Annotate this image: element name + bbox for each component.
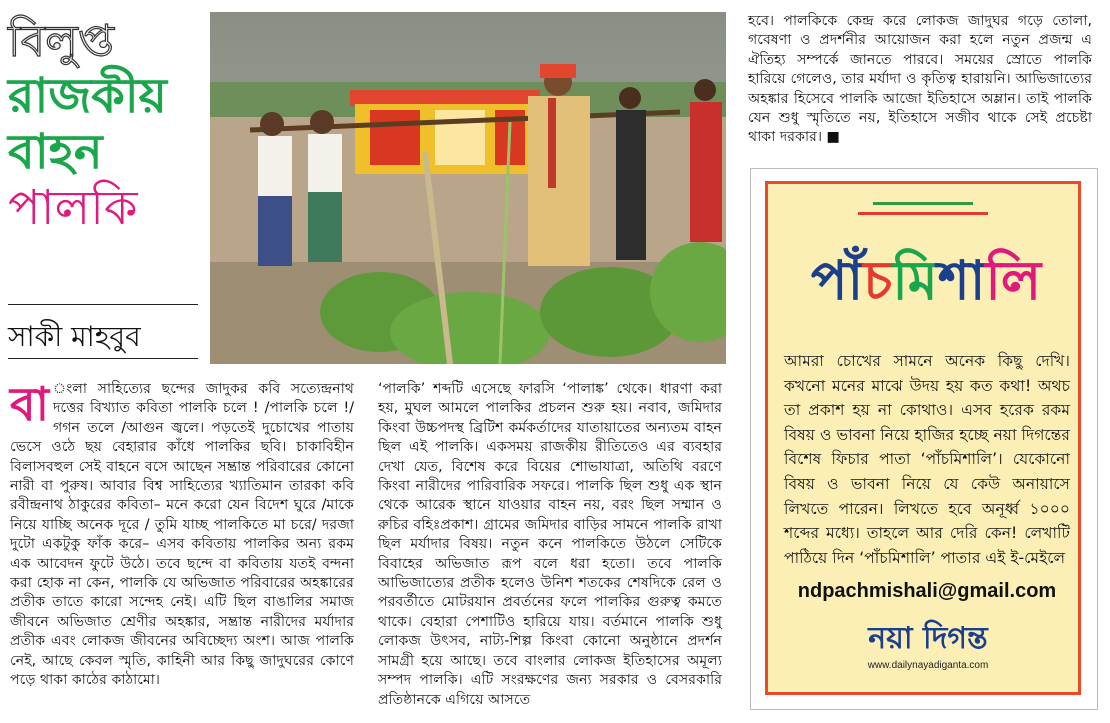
pachmishali-ad [750, 168, 1098, 710]
article-paragraph-3: হবে। পালকিকে কেন্দ্র করে লোকজ জাদুঘর গড়ে তোলা, গবেষণা ও প্রদর্শনীর আয়োজন করা হলে নতুন প্রজন্ম এ ঐতিহ্য সম্পর্কে জানতে পারবে। সময়ের স্রোতে পালকি হারিয়ে গেলেও, তার মর্যাদা ও কৃতিত্ব হারায়নি। আভিজাত্যের অহঙ্কার হিসেবে পালকি আজো ইতিহাসে অম্লান। তাই পালকি যেন শুধু স্মৃতিতে নয়, ইতিহাসে সজীব থাকে সেই প্রচেষ্টা থাকা দরকার। ■ [748, 13, 1092, 146]
headline-line-4: পালকি [8, 180, 138, 236]
ad-title-part: পাঁ [810, 249, 864, 312]
logo-url[interactable]: www.dailynayadiganta.com [867, 660, 989, 671]
nayadiganta-logo [828, 621, 1028, 671]
headline-line-2: রাজকীয় [8, 68, 167, 124]
article-paragraph-1: ংলা সাহিত্যের ছন্দের জাদুকর কবি সত্যেন্দ্রনাথ দত্তের বিখ্যাত কবিতা পালকি চলে ! /পালকি চলে !/গগন তলে /আগুন জ্বলে। পড়তেই দুচোখের পাতায় ভেসে ওঠে ছয় বেহারার কাঁধে পালকির ছবি। চাকাবিহীন বিলাসবহুল সেই বাহনে বসে আছেন সম্ভ্রান্ত পরিবারের কোনো নারী বা পুরুষ। আবার বিশ্ব সাহিত্যের খ্যাতিমান তারকা কবি রবীন্দ্রনাথ ঠাকুরের কবিতা– মনে করো যেন বিদেশ ঘুরে /মাকে নিয়ে যাচ্ছি অনেক দূরে / তুমি যাচ্ছ পালকিতে মা চরে/ দরজা দুটো একটুকু ফাঁক করে– এসব কবিতায় পালকির অন্য রকম এক আবেদন ফুটে উঠে। তবে ছন্দে বা কবিতায় যতই বন্দনা করা হোক না কেন, পালকি যে অভিজাত পরিবারের অহঙ্কারের প্রতীক তাতে কারো সন্দেহ নেই। এটি ছিল বাঙালির সমাজ জীবনে অভিজাত শ্রেণীর অহঙ্কার, সম্ভ্রান্ত নারীদের মর্যাদার প্রতীক এবং লোকজ জীবনের অবিচ্ছেদ্য অংশ। আজ পালকি নেই, আছে কেবল স্মৃতি, কাহিনী আর কিছু জাদুঘরের কোণে পড়ে থাকা কাঠের কাঠামো। [10, 381, 354, 689]
ad-title-part: শা [937, 249, 986, 312]
ad-title [776, 249, 1076, 312]
ad-title-part: মি [892, 249, 938, 312]
ad-title-part: লি [985, 249, 1042, 312]
drop-cap: বা [10, 377, 49, 431]
ad-title-part: চ [863, 249, 893, 312]
article-paragraph-2: ‘পালকি’ শব্দটি এসেছে ফারসি ‘পালাঙ্ক’ থেকে। ধারণা করা হয়, মুঘল আমলে পালকির প্রচলন শুরু হয়। নবাব, জমিদার কিংবা উচ্চপদস্থ ব্রিটিশ কর্মকর্তাদের যাতায়াতের অন্যতম বাহন ছিল এই পালকি। একসময় রাজকীয় রীতিতেও এর ব্যবহার দেখা যেত, বিশেষ করে বিয়ের শোভাযাত্রা, অতিথি বরণে কিংবা নারীদের পারিবারিক সফরে। পালকি ছিল শুধু এক স্থান থেকে আরেক স্থানে যাওয়ার বাহন নয়, বরং ছিল সম্মান ও রুচির বহিঃপ্রকাশ। গ্রামের জমিদার বাড়ির সামনে পালকি রাখা ছিল মর্যাদার বিষয়। নতুন কনে পালকিতে উঠলে সেটিকে বিবাহের অভিজাত রূপ বলে ধরা হতো। তবে পালকি আভিজাত্যের প্রতীক হলেও উনিশ শতকের শেষদিকে রেল ও পরবর্তীতে মোটরযান প্রবর্তনের ফলে পালকির গুরুত্ব কমতে থাকে। বেহারা পেশাটিও হারিয়ে যায়। বর্তমানে পালকি শুধু লোকজ উৎসব, নাট্য-শিল্প কিংবা কোনো অনুষ্ঠানে প্রদর্শন সামগ্রী হয়ে আছে। তবে বাংলার লোকজ ইতিহাসের অমূল্য সম্পদ পালকি। এটি সংরক্ষণের জন্য সরকার ও বেসরকারি প্রতিষ্ঠানকে এগিয়ে আসতে [378, 381, 722, 708]
headline [8, 16, 208, 240]
ad-body-text: আমরা চোখের সামনে অনেক কিছু দেখি। কখনো মনের মাঝে উদয় হয় কত কথা! অথচ তা প্রকাশ হয় না কোথাও। এসব হরেক রকম বিষয় ও ভাবনা নিয়ে হাজির হচ্ছে নয়া দিগন্তের বিশেষ ফিচার পাতা ‘পাঁচমিশালি’। যেকোনো বিষয় ও ভাবনা নিয়ে যে কেউ অনায়াসে লিখতে পারেন। লিখতে হবে অনূর্ধ্ব ১০০০ শব্দের মধ্যে। তাহলে আর দেরি কেন! লেখাটি পাঠিয়ে দিন ‘পাঁচমিশালি’ পাতার এই ই-মেইলে [784, 352, 1070, 567]
author-byline: সাকী মাহবুব [8, 320, 141, 353]
ad-red-bar [858, 212, 988, 215]
ad-panel [765, 181, 1081, 695]
author-rule-bottom [8, 358, 198, 359]
ad-green-bar [873, 202, 973, 205]
ad-email-link[interactable]: ndpachmishali@gmail.com [797, 580, 1057, 602]
article-column-1 [10, 377, 354, 691]
headline-line-1: বিলুপ্ত [8, 16, 115, 67]
author-rule-top [8, 304, 198, 305]
logo-text: নয়া দিগন্ত [868, 621, 988, 656]
palanquin-photo [210, 12, 726, 364]
article-column-2 [378, 380, 722, 710]
headline-line-3: বাহন [8, 124, 103, 180]
article-column-3 [748, 12, 1092, 148]
